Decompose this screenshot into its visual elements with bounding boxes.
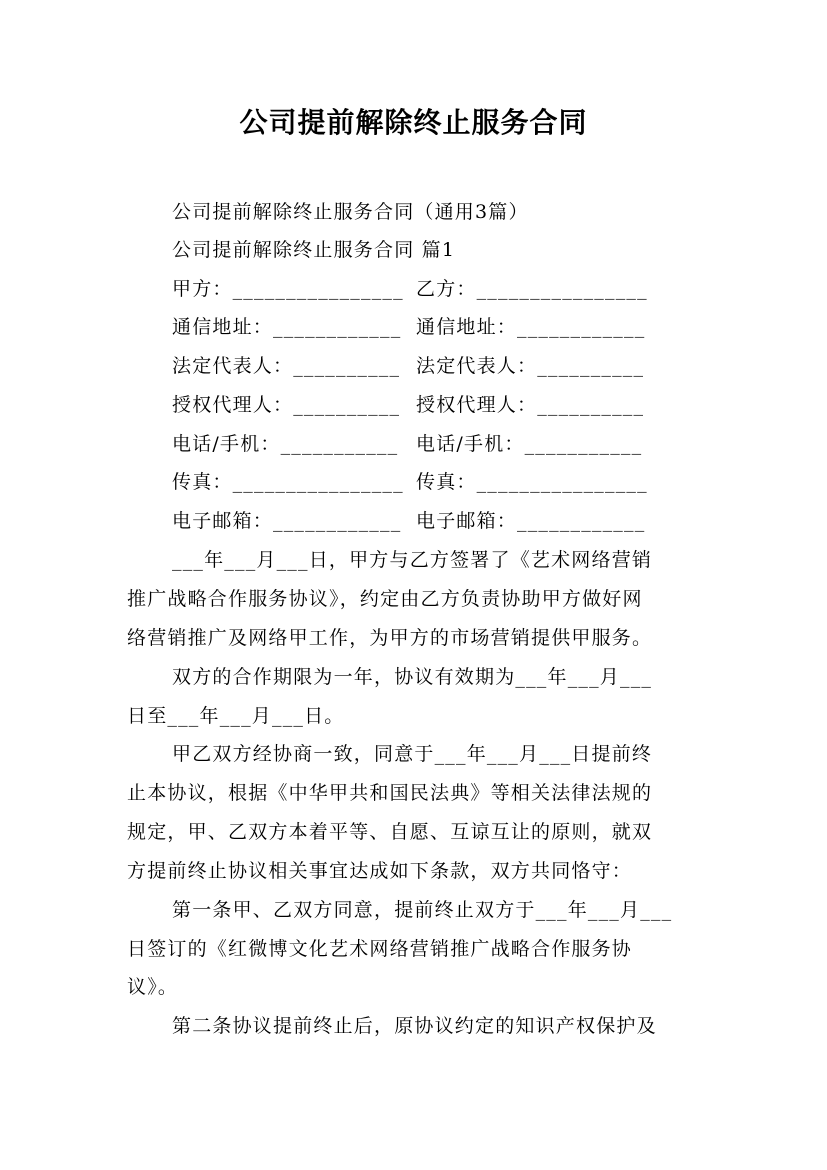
body-line: 日至___年___月___日。 (127, 705, 345, 727)
document-subtitle: 公司提前解除终止服务合同（通用3篇） (172, 201, 529, 223)
party-a-agent: 授权代理人：__________ (172, 394, 401, 416)
section-heading: 公司提前解除终止服务合同 篇1 (172, 239, 456, 261)
party-a-legal-rep: 法定代表人：__________ (172, 355, 401, 377)
body-line: 甲乙双方经协商一致，同意于___年___月___日提前终 (172, 743, 653, 765)
body-line: 第一条甲、乙双方同意，提前终止双方于___年___月___ (172, 899, 673, 921)
party-a-fax: 传真：________________ (172, 471, 404, 493)
party-a-address: 通信地址：____________ (172, 316, 402, 338)
body-line: 络营销推广及网络甲工作，为甲方的市场营销提供甲服务。 (127, 627, 653, 649)
body-line: ___年___月___日，甲方与乙方签署了《艺术网络营销 (172, 549, 653, 571)
party-b-legal-rep: 法定代表人：__________ (416, 355, 645, 377)
party-b-agent: 授权代理人：__________ (416, 394, 645, 416)
body-line: 止本协议，根据《中华甲共和国民法典》等相关法律法规的 (127, 782, 653, 804)
party-b-email: 电子邮箱：____________ (416, 510, 646, 532)
party-b-phone: 电话/手机：___________ (416, 433, 643, 455)
document-title: 公司提前解除终止服务合同 (239, 106, 588, 139)
body-line: 推广战略合作服务协议》，约定由乙方负责协助甲方做好网 (127, 588, 643, 610)
party-b-field: 乙方：________________ (416, 278, 648, 300)
party-a-field: 甲方：________________ (172, 278, 404, 300)
body-line: 双方的合作期限为一年，协议有效期为___年___月___ (172, 666, 653, 688)
party-b-address: 通信地址：____________ (416, 316, 646, 338)
party-a-phone: 电话/手机：___________ (172, 433, 399, 455)
body-line: 规定，甲、乙双方本着平等、自愿、互谅互让的原则，就双 (127, 821, 653, 843)
body-line: 方提前终止协议相关事宜达成如下条款，双方共同恪守： (127, 860, 633, 882)
body-line: 议》。 (127, 976, 179, 998)
body-line: 日签订的《红微博文化艺术网络营销推广战略合作服务协 (127, 938, 633, 960)
party-b-fax: 传真：________________ (416, 471, 648, 493)
party-a-email: 电子邮箱：____________ (172, 510, 402, 532)
body-line: 第二条协议提前终止后，原协议约定的知识产权保护及 (172, 1015, 657, 1037)
